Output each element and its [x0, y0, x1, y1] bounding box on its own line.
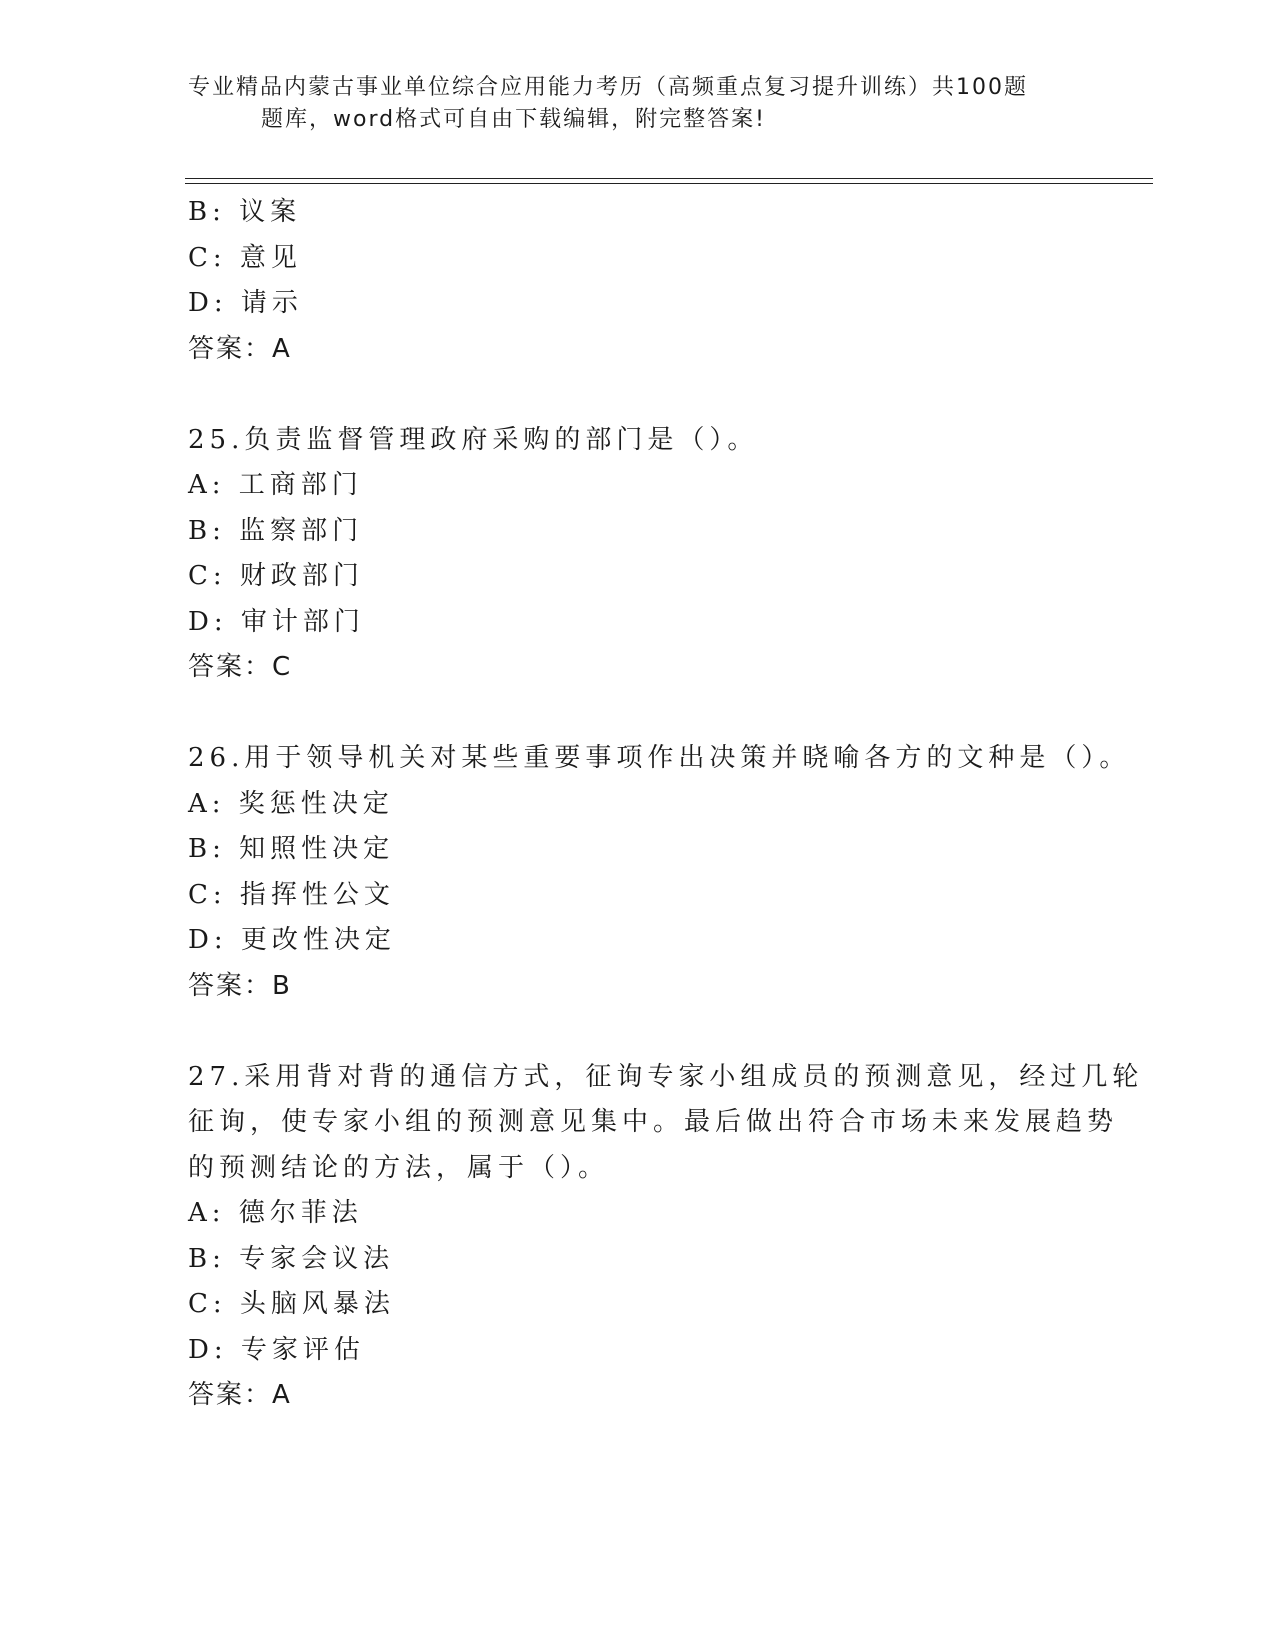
- header-divider-bottom: [185, 183, 1153, 184]
- header-title-line1: 专业精品内蒙古事业单位综合应用能力考历（高频重点复习提升训练）共100题: [188, 75, 1028, 100]
- answer-line: 答案：A: [188, 1380, 292, 1410]
- answer-line: 答案：B: [188, 970, 292, 1001]
- question-text-line2: 征询，使专家小组的预测意见集中。最后做出符合市场未来发展趋势: [188, 1107, 1119, 1137]
- answer-line: 答案：C: [188, 652, 293, 682]
- question-block-prev: [188, 190, 1088, 372]
- option-a: A: 德尔菲法: [188, 1198, 363, 1228]
- spacer: [188, 372, 1088, 418]
- option-b: B: 议案: [188, 197, 302, 227]
- option-d: D: 专家评估: [188, 1334, 365, 1365]
- answer-line: 答案：A: [188, 333, 292, 364]
- option-c: C: 头脑风暴法: [188, 1289, 395, 1319]
- document-header: [188, 72, 1068, 136]
- option-c: C: 财政部门: [188, 561, 364, 591]
- option-d: D: 更改性决定: [188, 925, 396, 955]
- question-text: 26.用于领导机关对某些重要事项作出决策并晓喻各方的文种是（）。: [188, 743, 1131, 773]
- option-b: B: 监察部门: [188, 515, 364, 546]
- question-list: [188, 190, 1144, 1419]
- header-divider-top: [185, 178, 1153, 179]
- question-text-line3: 的预测结论的方法，属于（）。: [188, 1152, 610, 1183]
- option-a: A: 工商部门: [188, 470, 363, 500]
- option-b: B: 知照性决定: [188, 834, 395, 864]
- question-text: 25.负责监督管理政府采购的部门是（）。: [188, 424, 759, 455]
- header-title-line2: 题库，word格式可自由下载编辑，附完整答案!: [261, 107, 766, 132]
- question-text-line1: 27.采用背对背的通信方式，征询专家小组成员的预测意见，经过几轮: [188, 1061, 1144, 1092]
- option-d: D: 请示: [188, 288, 303, 318]
- option-c: C: 意见: [188, 242, 302, 273]
- question-block-26: [188, 736, 1131, 1009]
- question-block-25: [188, 418, 1088, 691]
- spacer: [188, 691, 1088, 737]
- option-a: A: 奖惩性决定: [188, 788, 394, 819]
- option-c: C: 指挥性公文: [188, 879, 395, 910]
- question-block-27: [188, 1055, 1144, 1419]
- option-d: D: 审计部门: [188, 606, 365, 637]
- option-b: B: 专家会议法: [188, 1243, 395, 1274]
- spacer: [188, 1009, 1088, 1055]
